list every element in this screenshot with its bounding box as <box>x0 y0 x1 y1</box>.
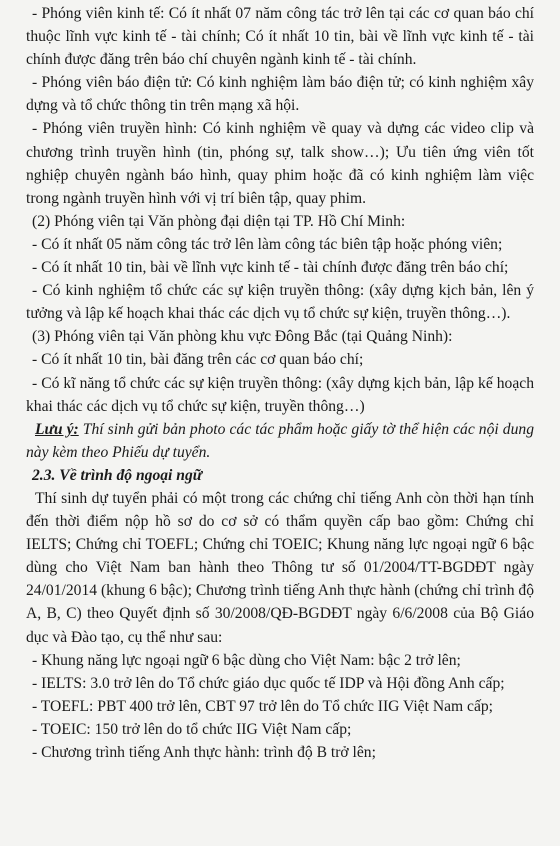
paragraph-toefl: - TOEFL: PBT 400 trở lên, CBT 97 trở lên do Tổ chức IIG Việt Nam cấp; <box>32 697 494 715</box>
section-heading-language: 2.3. Về trình độ ngoại ngữ <box>32 466 203 484</box>
paragraph-ielts: - IELTS: 3.0 trở lên do Tổ chức giáo dục quốc tế IDP và Hội đồng Anh cấp; <box>32 674 505 692</box>
paragraph-language-requirements: Thí sinh dự tuyển phải có một trong các chứng chỉ tiếng Anh còn thời hạn tính đến thời điểm nộp hồ sơ do cơ sở có thẩm quyền cấp bao gồm: Chứng chỉ IELTS; Chứng chỉ TOEFL; Chứng chỉ TOEIC; Khung năng lực ngoại ngữ 6 bậc dùng cho Việt Nam ban hành theo Thông tư số 01/2004/TT-BGDĐT ngày 24/01/2014 (khung 6 bậc); Chương trình tiếng Anh thực hành (chứng chỉ trình độ A, B, C) theo Quyết định số 30/2008/QĐ-BGDĐT ngày 6/6/2008 của Bộ Giáo dục và Đào tạo, cụ thể như sau: <box>26 489 534 646</box>
paragraph-hcmc-articles: - Có ít nhất 10 tin, bài về lĩnh vực kinh tế - tài chính được đăng trên báo chí; <box>32 259 509 277</box>
note-label: Lưu ý: <box>35 420 79 438</box>
paragraph-northeast-office-heading: (3) Phóng viên tại Văn phòng khu vực Đông Bắc (tại Quảng Ninh): <box>32 328 453 346</box>
note-text: Thí sinh gửi bản photo các tác phẩm hoặc giấy tờ thể hiện các nội dung này kèm theo Phiếu dự tuyển. <box>26 420 534 461</box>
paragraph-northeast-articles: - Có ít nhất 10 tin, bài đăng trên các cơ quan báo chí; <box>32 351 364 369</box>
paragraph-online-reporter: - Phóng viên báo điện tử: Có kinh nghiệm làm báo điện tử; có kinh nghiệm xây dựng và tổ chức thông tin trên mạng xã hội. <box>26 74 534 115</box>
note-paragraph <box>26 418 534 464</box>
paragraph-economic-reporter: - Phóng viên kinh tế: Có ít nhất 07 năm công tác trở lên tại các cơ quan báo chí thuộc lĩnh vực kinh tế - tài chính; Có ít nhất 10 tin, bài về lĩnh vực kinh tế - tài chính được đăng trên báo chí chuyên ngành kinh tế - tài chính. <box>26 5 534 69</box>
paragraph-vn-framework: - Khung năng lực ngoại ngữ 6 bậc dùng cho Việt Nam: bậc 2 trở lên; <box>32 651 461 669</box>
paragraph-hcmc-office-heading: (2) Phóng viên tại Văn phòng đại diện tại TP. Hồ Chí Minh: <box>32 212 406 230</box>
paragraph-hcmc-events: - Có kinh nghiệm tổ chức các sự kiện truyền thông: (xây dựng kịch bản, lên ý tưởng và lập kế hoạch khai thác các dịch vụ tổ chức sự kiện, truyền thông…). <box>26 282 534 323</box>
paragraph-practical-english: - Chương trình tiếng Anh thực hành: trình độ B trở lên; <box>32 744 376 761</box>
paragraph-toeic: - TOEIC: 150 trở lên do tổ chức IIG Việt Nam cấp; <box>32 720 352 738</box>
paragraph-northeast-events: - Có kĩ năng tổ chức các sự kiện truyền thông: (xây dựng kịch bản, lập kế hoạch khai thác các dịch vụ tổ chức sự kiện, truyền thông…) <box>26 374 534 415</box>
paragraph-hcmc-experience: - Có ít nhất 05 năm công tác trở lên làm công tác biên tập hoặc phóng viên; <box>32 235 503 253</box>
paragraph-tv-reporter: - Phóng viên truyền hình: Có kinh nghiệm về quay và dựng các video clip và chương trình truyền hình (tin, phóng sự, talk show…); Ưu tiên ứng viên tốt nghiệp chuyên ngành báo hình, quay phim hoặc đã có kinh nghiệm làm việc trong ngành truyền hình với vị trí biên tập, quay phim. <box>26 120 534 207</box>
